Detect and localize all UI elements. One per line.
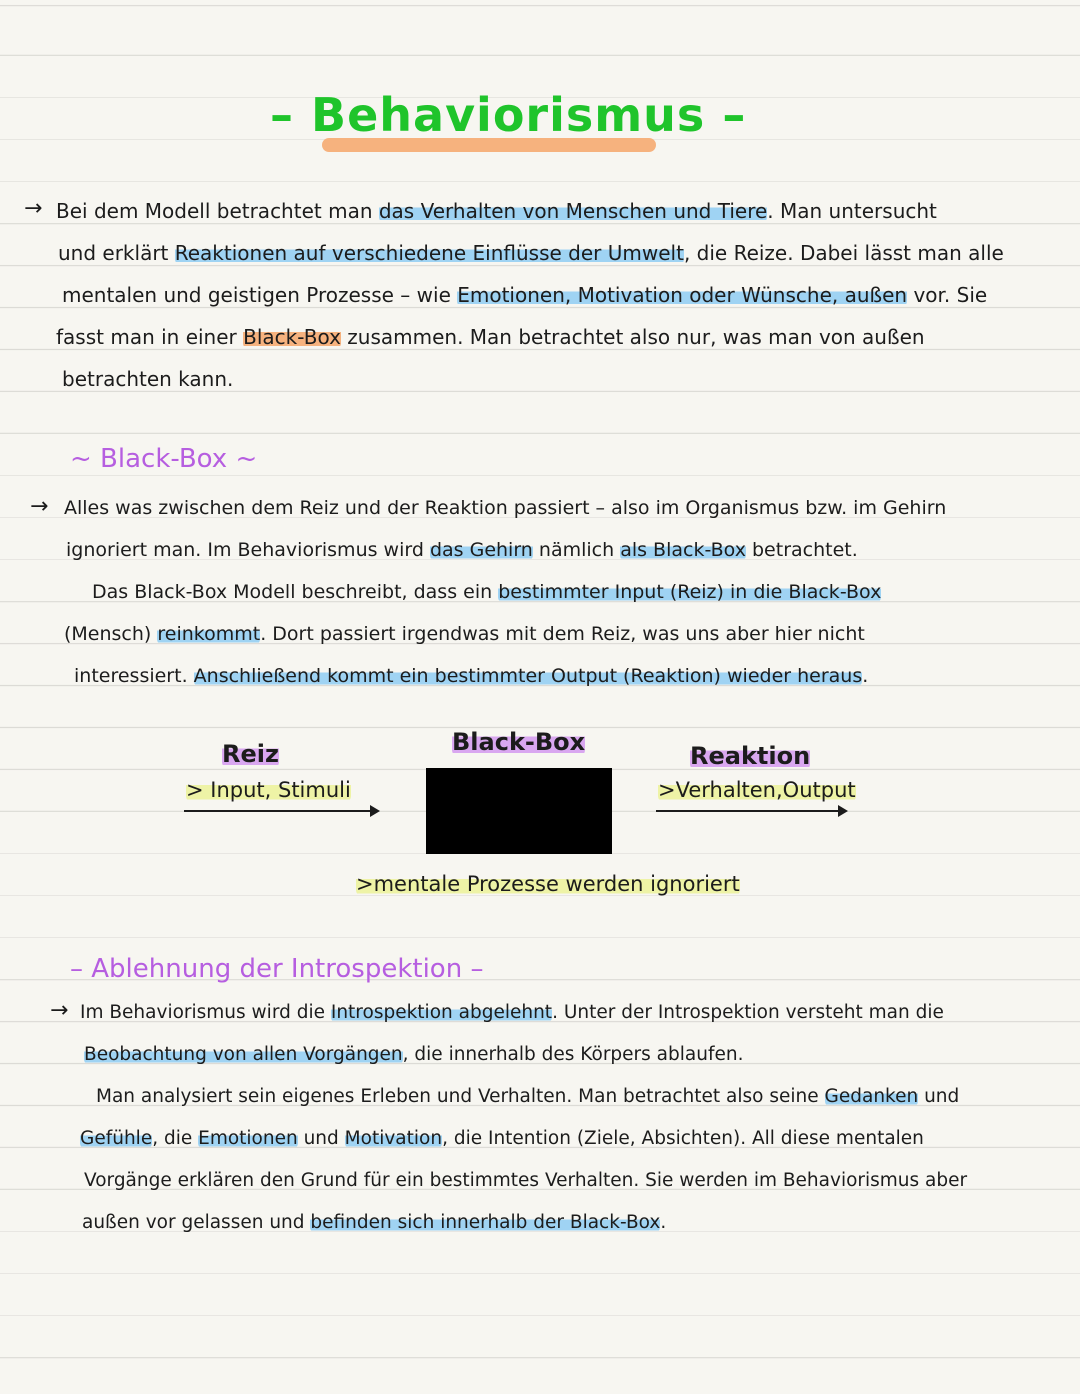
diagram-output-arrow-line bbox=[656, 810, 840, 812]
highlighted-text: Black-Box bbox=[243, 325, 341, 349]
text-line bbox=[64, 613, 865, 655]
highlighted-text: Introspektion abgelehnt bbox=[330, 1002, 553, 1023]
highlighted-text: bestimmter Input (Reiz) in die Black-Box bbox=[498, 581, 882, 603]
text-segment: Im Behaviorismus wird die bbox=[80, 1002, 331, 1023]
highlighted-text: Emotionen, Motivation oder Wünsche, außen bbox=[457, 283, 908, 307]
text-segment: , die Intention (Ziele, Absichten). All diese mentalen bbox=[442, 1128, 924, 1149]
text-segment: . Man untersucht bbox=[767, 199, 937, 223]
text-segment: fasst man in einer bbox=[56, 325, 244, 349]
diagram-reaktion-sub-text: >Verhalten,Output bbox=[658, 778, 856, 802]
diagram-reaktion-text: Reaktion bbox=[690, 742, 811, 770]
introspektion-heading: – Ablehnung der Introspektion – bbox=[70, 954, 484, 984]
highlighted-text: Reaktionen auf verschiedene Einflüsse der Umwelt bbox=[174, 241, 684, 265]
text-segment: vor. Sie bbox=[907, 283, 988, 307]
text-segment: interessiert. bbox=[74, 665, 194, 687]
text-segment: . bbox=[660, 1212, 667, 1233]
text-segment: . bbox=[862, 665, 869, 687]
highlighted-text: reinkommt bbox=[157, 623, 261, 645]
intro-arrow-icon: → bbox=[24, 196, 43, 221]
text-segment: außen vor gelassen und bbox=[82, 1212, 311, 1233]
diagram-box-text: Black-Box bbox=[452, 728, 586, 756]
text-line bbox=[84, 1160, 967, 1202]
title-dash-right: – bbox=[722, 88, 747, 142]
diagram-reiz-label bbox=[222, 740, 279, 768]
intro-paragraph bbox=[56, 190, 1046, 410]
text-segment: ignoriert man. Im Behaviorismus wird bbox=[66, 539, 430, 561]
text-segment: , die bbox=[152, 1128, 199, 1149]
introspektion-paragraph bbox=[80, 992, 1040, 1252]
text-segment: Alles was zwischen dem Reiz und der Reaktion passiert – also im Organismus bzw. im Gehirn bbox=[64, 497, 947, 519]
diagram-reaktion-label bbox=[690, 742, 810, 770]
highlighted-text: Beobachtung von allen Vorgängen bbox=[84, 1044, 403, 1065]
diagram-box-label bbox=[452, 728, 585, 756]
text-segment: . Unter der Introspektion versteht man die bbox=[552, 1002, 944, 1023]
highlighted-text: Anschließend kommt ein bestimmter Output (Reaktion) wieder heraus bbox=[193, 665, 863, 687]
text-line bbox=[62, 358, 233, 400]
introspektion-arrow-icon: → bbox=[50, 998, 69, 1023]
highlighted-text: das Verhalten von Menschen und Tiere bbox=[378, 199, 768, 223]
page-title bbox=[270, 88, 747, 142]
text-segment: . Dort passiert irgendwas mit dem Reiz, was uns aber hier nicht bbox=[260, 623, 865, 645]
text-line bbox=[58, 232, 1004, 274]
text-segment: Vorgänge erklären den Grund für ein bestimmtes Verhalten. Sie werden im Behaviorismus aber bbox=[84, 1170, 968, 1191]
text-line bbox=[84, 1034, 743, 1076]
text-segment: und bbox=[297, 1128, 345, 1149]
text-segment: Man analysiert sein eigenes Erleben und Verhalten. Man betrachtet also seine bbox=[96, 1086, 825, 1107]
blackbox-paragraph bbox=[64, 487, 1044, 707]
text-segment: , die Reize. Dabei lässt man alle bbox=[683, 241, 1004, 265]
text-segment: mentalen und geistigen Prozesse – wie bbox=[62, 283, 458, 307]
diagram-reiz-sub-text: > Input, Stimuli bbox=[186, 778, 351, 802]
text-line bbox=[64, 487, 946, 529]
highlighted-text: Gedanken bbox=[824, 1086, 919, 1107]
diagram-reiz-text: Reiz bbox=[222, 740, 279, 768]
diagram-note bbox=[356, 872, 740, 896]
blackbox-arrow-icon: → bbox=[30, 494, 49, 519]
diagram-note-text: >mentale Prozesse werden ignoriert bbox=[356, 872, 740, 896]
highlighted-text: befinden sich innerhalb der Black-Box bbox=[310, 1212, 661, 1233]
text-segment: Bei dem Modell betrachtet man bbox=[56, 199, 379, 223]
title-dash-left: – bbox=[270, 88, 294, 142]
text-segment: und bbox=[918, 1086, 960, 1107]
text-line bbox=[82, 1202, 666, 1244]
diagram-input-arrow-line bbox=[184, 810, 372, 812]
text-line bbox=[80, 1118, 924, 1160]
text-segment: betrachtet. bbox=[745, 539, 858, 561]
text-segment: Das Black-Box Modell beschreibt, dass ein bbox=[92, 581, 499, 603]
text-segment: zusammen. Man betrachtet also nur, was man von außen bbox=[340, 325, 925, 349]
text-line bbox=[56, 316, 925, 358]
highlighted-text: Emotionen bbox=[198, 1128, 298, 1149]
text-line bbox=[74, 655, 868, 697]
blackbox-heading: ~ Black-Box ~ bbox=[70, 444, 258, 474]
diagram-reiz-sub bbox=[186, 778, 351, 802]
text-line bbox=[92, 571, 881, 613]
text-line bbox=[66, 529, 858, 571]
highlighted-text: Gefühle bbox=[80, 1128, 153, 1149]
diagram-reaktion-sub bbox=[658, 778, 856, 802]
diagram-input-arrowhead-icon bbox=[370, 805, 380, 817]
text-line bbox=[96, 1076, 959, 1118]
text-segment: und erklärt bbox=[58, 241, 175, 265]
highlighted-text: das Gehirn bbox=[429, 539, 533, 561]
text-line bbox=[62, 274, 987, 316]
title-text: Behaviorismus bbox=[311, 88, 706, 142]
text-segment: nämlich bbox=[532, 539, 621, 561]
text-segment: betrachten kann. bbox=[62, 367, 234, 391]
diagram-output-arrowhead-icon bbox=[838, 805, 848, 817]
highlighted-text: als Black-Box bbox=[620, 539, 746, 561]
text-segment: , die innerhalb des Körpers ablaufen. bbox=[402, 1044, 744, 1065]
highlighted-text: Motivation bbox=[344, 1128, 443, 1149]
black-box-rectangle bbox=[426, 768, 612, 854]
text-segment: (Mensch) bbox=[64, 623, 158, 645]
text-line bbox=[80, 992, 944, 1034]
text-line bbox=[56, 190, 937, 232]
